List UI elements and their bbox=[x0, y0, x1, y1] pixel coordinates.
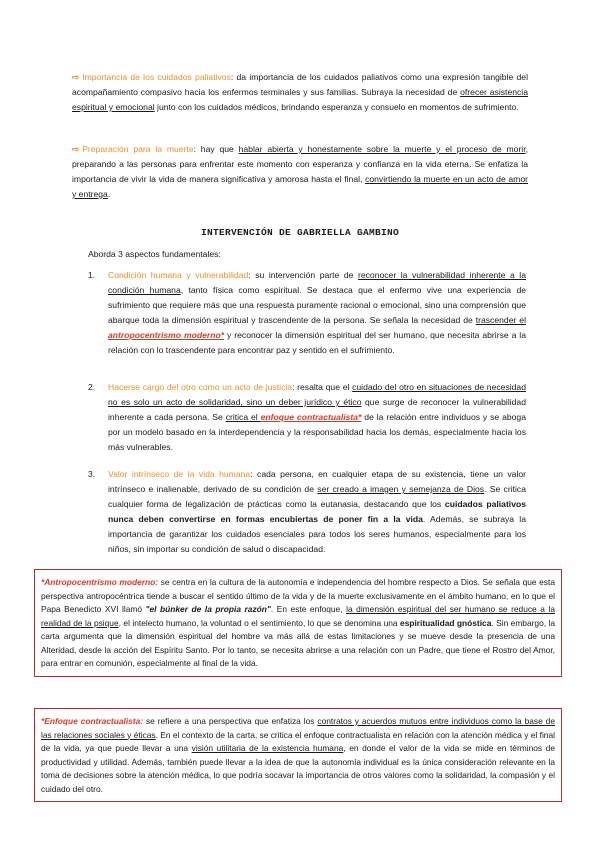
item-text: que surge de reconocer la vulnerabilidad inherente a cada persona. Se bbox=[108, 397, 526, 422]
paragraph-palliative-care bbox=[72, 70, 528, 115]
note-text: se refiere a una perspectiva que enfatiza los bbox=[143, 716, 318, 726]
note-text: , el intelecto humano, la voluntad o el sentimiento, lo que se denomina una bbox=[118, 617, 401, 628]
right-arrow-icon: ⇨ bbox=[72, 144, 80, 154]
underlined-text: trascender el bbox=[475, 315, 526, 325]
paragraph-text: : da importancia de los cuidados paliativos como una expresión tangible del acompañamiento compasivo hacia los enfermos terminales y sus familias. Subraya la necesidad de bbox=[72, 72, 528, 97]
underlined-text: visión utilitaria de la existencia humana bbox=[191, 743, 344, 753]
note-text: se centra en la cultura de la autonomía e independencia del hombre respecto a Dios. Se señala que esta perspectiva antropocéntrica tiende a buscar el sentido último de la vida y de la muerte exclusivamente en el ámbito humano, en lo que el Papa Benedicto XVI llamó bbox=[41, 577, 555, 614]
underlined-text: ser creado a imagen y semejanza de Dios bbox=[317, 484, 485, 494]
footnote-reference: enfoque contractualista* bbox=[260, 412, 362, 422]
footnote-reference: antropocentrismo moderno* bbox=[108, 330, 225, 340]
list-number: 3. bbox=[88, 469, 96, 479]
note-text: . Sin embargo, la carta argumenta que la dimensión espiritual del hombre va más allá de estas limitaciones y se mueve desde la presencia de una Alteridad, desde la acción del Espíritu Santo. Por lo tanto, se necesita abrirse a una relación con un Padre, que tiene el Rostro del Amor, para entrar en comunión, especialmente al final de la vida. bbox=[41, 617, 556, 668]
underlined-text: cuidado del otro en situaciones de necesidad no es solo un acto de solidaridad, sino un deber jurídico y ético bbox=[108, 382, 526, 407]
list-item-body bbox=[108, 467, 526, 557]
paragraph-title: Preparación para la muerte bbox=[82, 144, 194, 154]
item-title: Valor intrínseco de la vida humana bbox=[108, 469, 251, 479]
bold-text: cuidados paliativos nunca deben convertirse en formas encubiertas de poner fin a la vida bbox=[108, 499, 526, 524]
note-quote: "el búnker de la propia razón" bbox=[145, 604, 271, 614]
underlined-text: reconocer la vulnerabilidad inherente a la condición humana bbox=[108, 270, 526, 295]
paragraph-text: . bbox=[107, 189, 111, 199]
underlined-text: contratos y acuerdos mutuos entre individuos como la base de las relaciones sociales y éticas bbox=[41, 716, 556, 740]
note-label: *Antropocentrismo moderno: bbox=[41, 577, 159, 587]
bold-text: espiritualidad gnóstica bbox=[400, 617, 492, 628]
list-item-2 bbox=[88, 380, 526, 455]
item-text: : su intervención parte de bbox=[248, 270, 358, 280]
section-heading: INTERVENCIÓN DE GABRIELLA GAMBINO bbox=[200, 227, 400, 238]
list-item-body bbox=[108, 268, 526, 358]
item-text: y reconocer la dimensión espiritual del ser humano, que necesita abrirse a la relación con lo trascendente para encontrar paz y sentido en el sufrimiento. bbox=[108, 330, 526, 355]
underlined-text: ofrecer asistencia espiritual y emocional bbox=[72, 87, 528, 112]
note-text: . En este enfoque, bbox=[270, 604, 347, 614]
note-text: . En el contexto de la carta, se critica el enfoque contractualista en relación con la atención médica y el final de la vida, ya que puede llevar a una bbox=[41, 729, 555, 753]
underlined-text: critica el bbox=[225, 412, 261, 422]
list-item-1 bbox=[88, 268, 526, 358]
list-number: 1. bbox=[88, 270, 96, 280]
item-title: Hacerse cargo del otro como un acto de justicia bbox=[108, 382, 293, 392]
list-number: 2. bbox=[88, 382, 96, 392]
note-label: *Enfoque contractualista: bbox=[41, 716, 144, 726]
underlined-text: la dimensión espiritual del ser humano se reduce a la realidad de la psique bbox=[41, 604, 556, 628]
paragraph-text: : hay que bbox=[193, 144, 239, 154]
paragraph-text: , preparando a las personas para enfrentar este momento con esperanza y confianza en la vida eterna. Se enfatiza la importancia de vivir la vida de manera significativa y amorosa hasta el final, bbox=[72, 144, 528, 184]
list-item-body bbox=[108, 380, 526, 455]
underlined-text: convirtiendo la muerte en un acto de amor y entrega bbox=[72, 174, 528, 199]
section-intro: Aborda 3 aspectos fundamentales: bbox=[88, 249, 221, 259]
paragraph-death-preparation bbox=[72, 142, 528, 202]
item-text: : cada persona, en cualquier etapa de su existencia, tiene un valor intrínseco e inalienable, derivado de su condición de bbox=[108, 469, 526, 494]
note-box-contractualista bbox=[34, 708, 562, 802]
list-item-3 bbox=[88, 467, 526, 557]
paragraph-title: Importancia de los cuidados paliativos bbox=[82, 72, 231, 82]
item-title: Condición humana y vulnerabilidad bbox=[108, 270, 249, 280]
item-text: . Además, se subraya la importancia de garantizar los cuidados esenciales para todos los seres humanos, especialmente para los niños, sin importar su condición de salud o discapacidad. bbox=[108, 514, 526, 554]
right-arrow-icon: ⇨ bbox=[72, 72, 80, 82]
note-text: , en donde el valor de la vida se mide en términos de productividad y utilidad. Además, también puede llevar a la idea de que la autonomía individual es la única consideración relevante en la toma de decisiones sobre la atención médica, lo que podría socavar la importancia de otros valores como la solidaridad, la compasión y el cuidado del otro. bbox=[41, 743, 556, 794]
underlined-text: hablar abierta y honestamente sobre la muerte y el proceso de morir bbox=[238, 144, 526, 154]
item-text: : resalta que el bbox=[292, 382, 353, 392]
paragraph-text: junto con los cuidados médicos, brindando esperanza y consuelo en momentos de sufrimiento. bbox=[154, 102, 519, 112]
note-box-antropocentrismo bbox=[34, 569, 562, 677]
item-text: de la relación entre individuos y se aboga por un modelo basado en la interdependencia y la responsabilidad hacia los demás, especialmente hacia los más vulnerables. bbox=[108, 412, 526, 452]
item-text: , tanto física como espiritual. Se destaca que el enfermo vive una experiencia de sufrimiento que requiere más que una respuesta puramente racional o emocional, sino una comprensión que abarque toda la dimensión espiritual y trascendente de la persona. Se señala la necesidad de bbox=[108, 285, 526, 325]
item-text: . Se critica cualquier forma de legalización de prácticas como la eutanasia, destacando que los bbox=[108, 484, 526, 509]
